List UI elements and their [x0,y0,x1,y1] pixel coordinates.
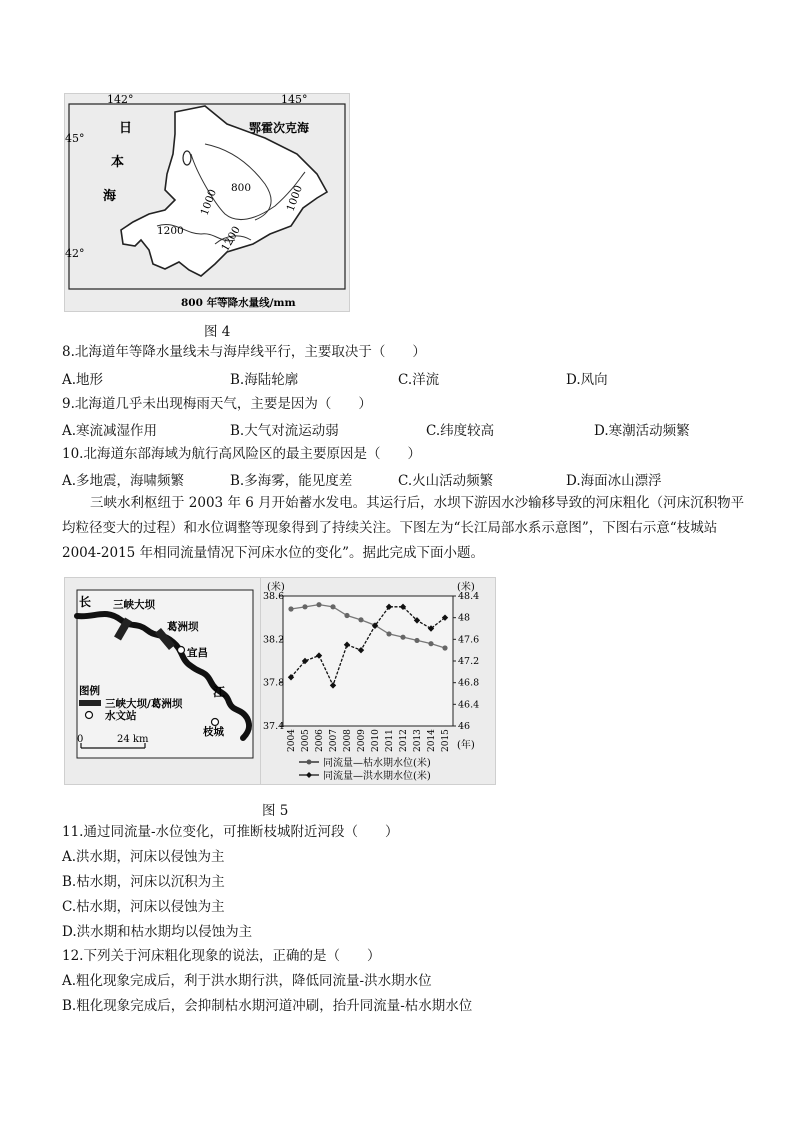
q9-option-d[interactable]: D.寒潮活动频繁 [594,423,690,439]
q8-option-c[interactable]: C.洋流 [398,372,440,388]
q10-option-b[interactable]: B.多海雾，能见度差 [230,473,353,489]
right-tick-label: 46.4 [458,699,480,711]
dry-season-point [288,606,293,611]
q8-option-b[interactable]: B.海陆轮廓 [230,372,299,388]
figure-4-map [64,93,350,312]
contour-label-1000-a: 1000 [198,187,219,218]
dry-season-point [330,604,335,609]
x-tick-label: 2014 [427,729,437,752]
x-tick-label: 2011 [385,729,395,752]
x-tick-label: 2015 [441,729,451,752]
contour-label-800: 800 [231,182,252,194]
q9-option-a[interactable]: A.寒流减湿作用 [62,423,158,439]
x-axis-unit: (年) [457,740,475,751]
x-tick-label: 2012 [399,729,409,752]
water-level-chart [261,578,495,784]
right-axis-unit: (米) [457,582,475,593]
figure-5-chart [260,577,496,785]
yangtze-map [65,578,261,784]
lon-label-145: 145° [281,94,308,106]
legend-dam-icon [79,700,101,706]
legend-dry-label: 同流量—枯水期水位(米) [323,758,431,769]
x-tick-label: 2006 [315,729,325,752]
q11-option-d[interactable]: D.洪水期和枯水期均以侵蚀为主 [62,924,253,940]
figure-5-river-map [64,577,262,785]
right-tick-label: 46.8 [458,677,480,689]
question-10-options [0,469,794,489]
right-tick-label: 46 [458,721,471,732]
figure-5-caption: 图 5 [262,803,289,819]
dry-season-point [358,617,363,622]
hokkaido-map [65,94,349,311]
q11-option-a[interactable]: A.洪水期，河床以侵蚀为主 [62,849,225,865]
label-yichang: 宜昌 [187,647,208,659]
passage-three-gorges: 三峡水利枢纽于 2003 年 6 月开始蓄水发电。其运行后，水坝下游因水沙输移导致的河床粗化（河床沉积物平均粒径变大的过程）和水位调整等现象得到了持续关注。下图左为“长江局部水系示意图”，下图右示意“枝城站 2004-2015 年相同流量情况下河床水位的变化”。据此完成下面小题。 [62,495,745,561]
q10-option-c[interactable]: C.火山活动频繁 [398,473,494,489]
legend-title: 图例 [79,685,100,697]
q9-option-c[interactable]: C.纬度较高 [426,423,495,439]
left-tick-label: 37.4 [263,721,285,732]
q8-option-d[interactable]: D.风向 [566,372,608,388]
right-tick-label: 48.4 [458,591,480,602]
label-sanxia: 三峡大坝 [113,599,155,611]
q8-option-a[interactable]: A.地形 [62,372,104,388]
legend-dam: 三峡大坝/葛洲坝 [105,698,183,710]
q12-option-a[interactable]: A.粗化现象完成后，利于洪水期行洪，降低同流量-洪水期水位 [62,973,432,989]
scale-label: 24 km [117,734,149,745]
lat-label-42: 42° [65,247,85,260]
yichang-station-icon [178,647,185,654]
left-axis-unit: (米) [267,582,285,593]
x-tick-label: 2013 [413,729,423,752]
label-gezhou: 葛洲坝 [167,621,199,633]
label-zhicheng: 枝城 [203,726,224,738]
question-8-options [0,368,794,388]
dry-season-point [414,638,419,643]
question-8-stem: 8.北海道年等降水量线未与海岸线平行，主要取决于（ ） [62,344,426,360]
map-legend: 800 年等降水量线/mm [181,297,296,309]
q10-option-a[interactable]: A.多地震，海啸频繁 [62,473,185,489]
sea-northeast-label: 鄂霍次克海 [249,121,310,135]
question-9-stem: 9.北海道几乎未出现梅雨天气，主要是因为（ ） [62,396,372,412]
legend-flood-label: 同流量—洪水期水位(米) [323,771,431,782]
x-tick-label: 2008 [343,729,353,752]
dry-season-point [344,613,349,618]
contour-label-1200-a: 1200 [157,225,184,237]
x-tick-label: 2009 [357,729,367,752]
sea-west-char-2: 本 [111,155,125,170]
question-10-stem: 10.北海道东部海域为航行高风险区的最主要原因是（ ） [62,446,421,462]
dry-season-point [302,604,307,609]
river-char-2: 江 [213,685,226,699]
legend-station-icon [86,712,93,719]
dry-season-point [316,602,321,607]
dry-season-point [428,641,433,646]
contour-label-1000-b: 1000 [284,183,305,214]
right-tick-label: 48 [458,612,471,624]
x-tick-label: 2004 [287,729,297,752]
plot-area [283,596,453,726]
sea-west-char-3: 海 [103,189,117,204]
lat-label-45: 45° [65,132,85,145]
dry-season-point [400,635,405,640]
zhicheng-station-icon [212,719,219,726]
question-11-stem: 11.通过同流量-水位变化，可推断枝城附近河段（ ） [62,824,399,840]
left-tick-label: 38.6 [263,591,285,602]
x-tick-label: 2010 [371,729,381,752]
question-12-stem: 12.下列关于河床粗化现象的说法，正确的是（ ） [62,948,381,964]
q12-option-b[interactable]: B.粗化现象完成后，会抑制枯水期河道冲刷，抬升同流量-枯水期水位 [62,998,473,1014]
dry-season-point [386,631,391,636]
q11-option-b[interactable]: B.枯水期，河床以沉积为主 [62,874,225,890]
legend-dry-marker [307,760,312,765]
x-tick-label: 2007 [329,729,339,752]
q10-option-d[interactable]: D.海面冰山漂浮 [566,473,662,489]
contour-label-1200-b: 1200 [219,224,243,254]
q9-option-b[interactable]: B.大气对流运动弱 [230,423,339,439]
q11-option-c[interactable]: C.枯水期，河床以侵蚀为主 [62,899,225,915]
right-tick-label: 47.2 [458,656,480,667]
right-tick-label: 47.6 [458,634,480,646]
scale-zero: 0 [77,734,84,745]
left-tick-label: 38.2 [263,634,285,646]
dry-season-point [442,645,447,650]
figure-4-caption: 图 4 [204,324,231,340]
question-9-options [0,419,794,439]
left-tick-label: 37.8 [263,677,285,689]
x-tick-label: 2005 [301,729,311,752]
sea-west-char-1: 日 [119,121,133,136]
river-char-1: 长 [79,595,92,609]
lon-label-142: 142° [107,94,134,106]
legend-station: 水文站 [105,710,137,722]
